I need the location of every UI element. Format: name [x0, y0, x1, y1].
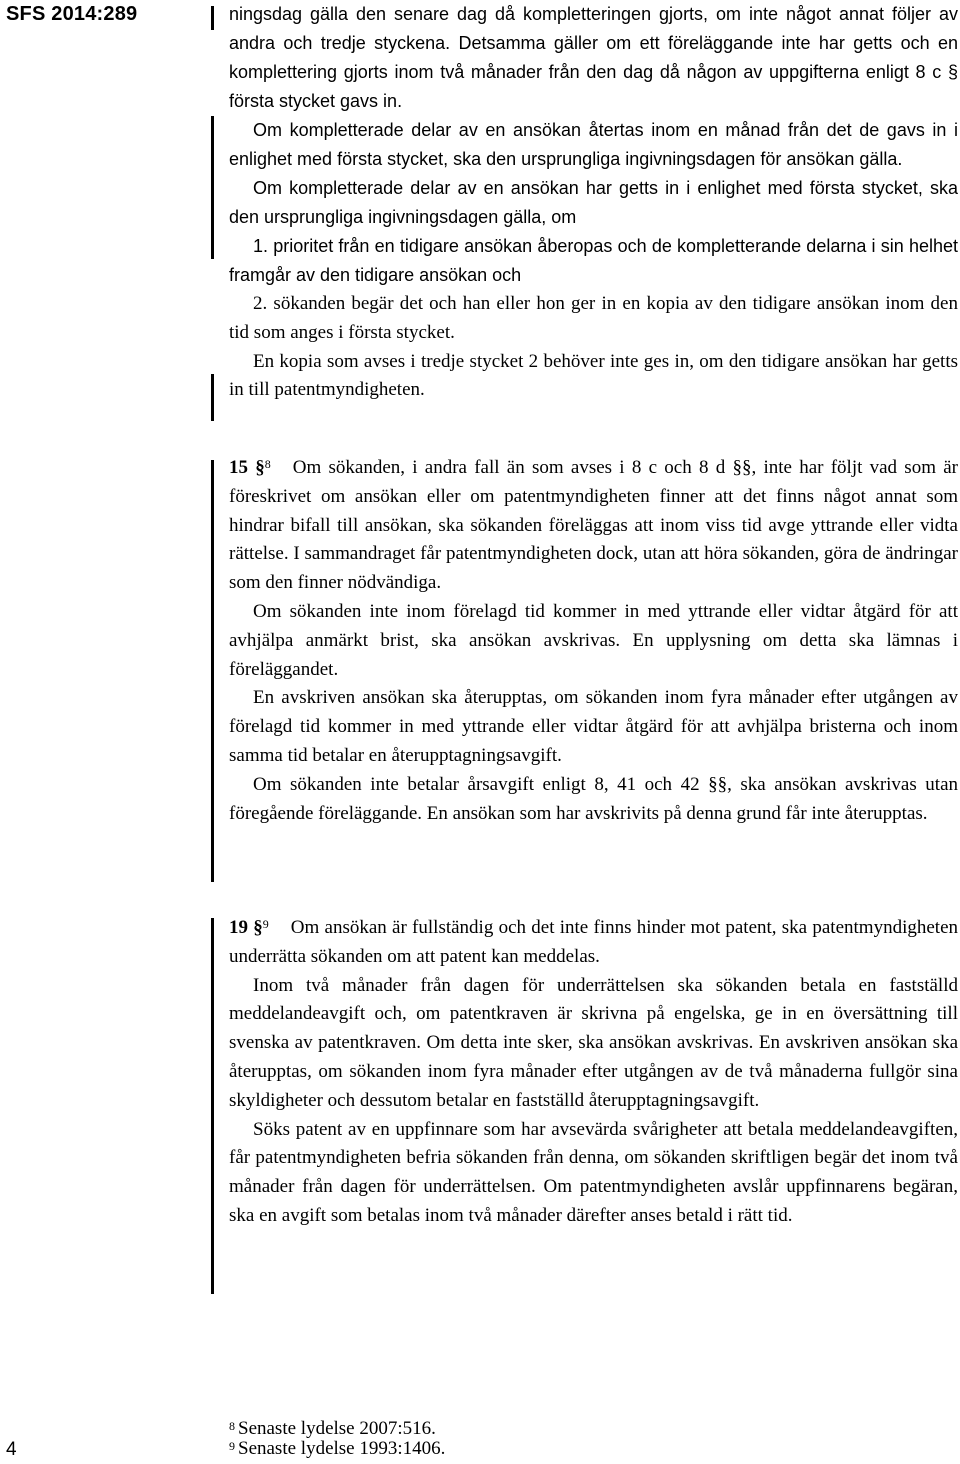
- paragraph: ningsdag gälla den senare dag då kompletteringen gjorts, om inte något annat följer av andra och tredje styckena. Detsamma gäller om ett föreläggande inte har getts och en komplettering gjorts inom två månader från den dag då någon av uppgifterna enligt 8 c § första stycket gavs in.: [229, 4, 958, 111]
- list-item: 2. sökanden begär det och han eller hon ger in en kopia av den tidigare ansökan inom den tid som anges i första stycket.: [229, 293, 958, 343]
- footnote-number: 9: [229, 1439, 235, 1453]
- footnote-reference: 8: [264, 457, 271, 471]
- paragraph: Om sökanden inte inom förelagd tid kommer in med yttrande eller vidtar åtgärd för att avhjälpa anmärkt brist, ska ansökan avskrivas. En upplysning om detta ska lämnas i föreläggandet.: [229, 600, 958, 680]
- change-bar: [211, 374, 214, 421]
- section-number: 15 §: [229, 457, 265, 478]
- section-19: [229, 914, 958, 1231]
- footnote-text: Senaste lydelse 1993:1406.: [238, 1438, 446, 1459]
- section-number: 19 §: [229, 917, 263, 938]
- paragraph: Söks patent av en uppfinnare som har avsevärda svårigheter att betala meddelandeavgiften, får patentmyndigheten befria sökanden från denna, om sökanden skriftligen begär det inom två månader från dagen för underrättelsen. Om patentmyndigheten avslår uppfinnarens begäran, ska en avgift som betalas inom två månader därefter anses betald i rätt tid.: [229, 1118, 958, 1226]
- paragraph: [229, 454, 958, 598]
- amendment-continuation: [229, 0, 958, 405]
- list-item: 1. prioritet från en tidigare ansökan åberopas och de kompletterande delarna i sin helhet framgår av den tidigare ansökan och: [229, 236, 958, 285]
- paragraph: Om kompletterade delar av en ansökan återtas inom en månad från det de gavs in i enlighet med första stycket, ska den ursprungliga ingivningsdagen för ansökan gälla.: [229, 120, 958, 169]
- section-15: [229, 454, 958, 828]
- change-bar: [211, 918, 214, 1294]
- change-bar: [211, 6, 214, 30]
- paragraph: Om kompletterade delar av en ansökan har getts in i enlighet med första stycket, ska den ursprungliga ingivningsdagen gälla, om: [229, 178, 958, 227]
- change-bar: [211, 460, 214, 882]
- footnote-number: 8: [229, 1419, 235, 1433]
- page-number: 4: [6, 1439, 17, 1460]
- footnote: [229, 1418, 436, 1440]
- paragraph-text: Om sökanden, i andra fall än som avses i 8 c och 8 d §§, inte har följt vad som är föreskrivet om ansökan eller om patentmyndigheten finner att det finns något annat som hindrar bifall till ansökan, ska sökanden föreläggas att inom viss tid avge yttrande eller vidta rättelse. I sammandraget får patentmyndigheten dock, utan att höra sökanden, göra de ändringar som den finner nödvändiga.: [229, 457, 958, 594]
- footnote-text: Senaste lydelse 2007:516.: [238, 1418, 436, 1439]
- paragraph: [229, 914, 958, 972]
- sfs-number: SFS 2014:289: [6, 3, 138, 25]
- paragraph: Om sökanden inte betalar årsavgift enligt 8, 41 och 42 §§, ska ansökan avskrivas utan föregående föreläggande. En ansökan som har avskrivits på denna grund får inte återupptas.: [229, 773, 958, 824]
- paragraph: En avskriven ansökan ska återupptas, om sökanden inom fyra månader efter utgången av förelagd tid kommer in med yttrande eller vidtar åtgärd för att avhjälpa bristerna och inom samma tid betalar en återupptagningsavgift.: [229, 687, 958, 766]
- footnote: [229, 1438, 445, 1460]
- paragraph: Inom två månader från dagen för underrättelsen ska sökanden betala en fastställd meddelandeavgift och, om patentkraven är skrivna på engelska, ge in en översättning till svenska av patentkraven. Om detta inte sker, ska ansökan avskrivas. En avskriven ansökan ska återupptas, om sökanden inom fyra månader efter utgången av de två månaderna fullgör sina skyldigheter och dessutom betalar en fastställd återupptagningsavgift.: [229, 974, 958, 1111]
- paragraph-text: Om ansökan är fullständig och det inte finns hinder mot patent, ska patentmyndigheten underrätta sökanden om att patent kan meddelas.: [229, 917, 959, 967]
- footnote-reference: 9: [262, 917, 269, 931]
- change-bar: [211, 116, 214, 259]
- paragraph: En kopia som avses i tredje stycket 2 behöver inte ges in, om den tidigare ansökan har getts in till patentmyndigheten.: [229, 350, 958, 401]
